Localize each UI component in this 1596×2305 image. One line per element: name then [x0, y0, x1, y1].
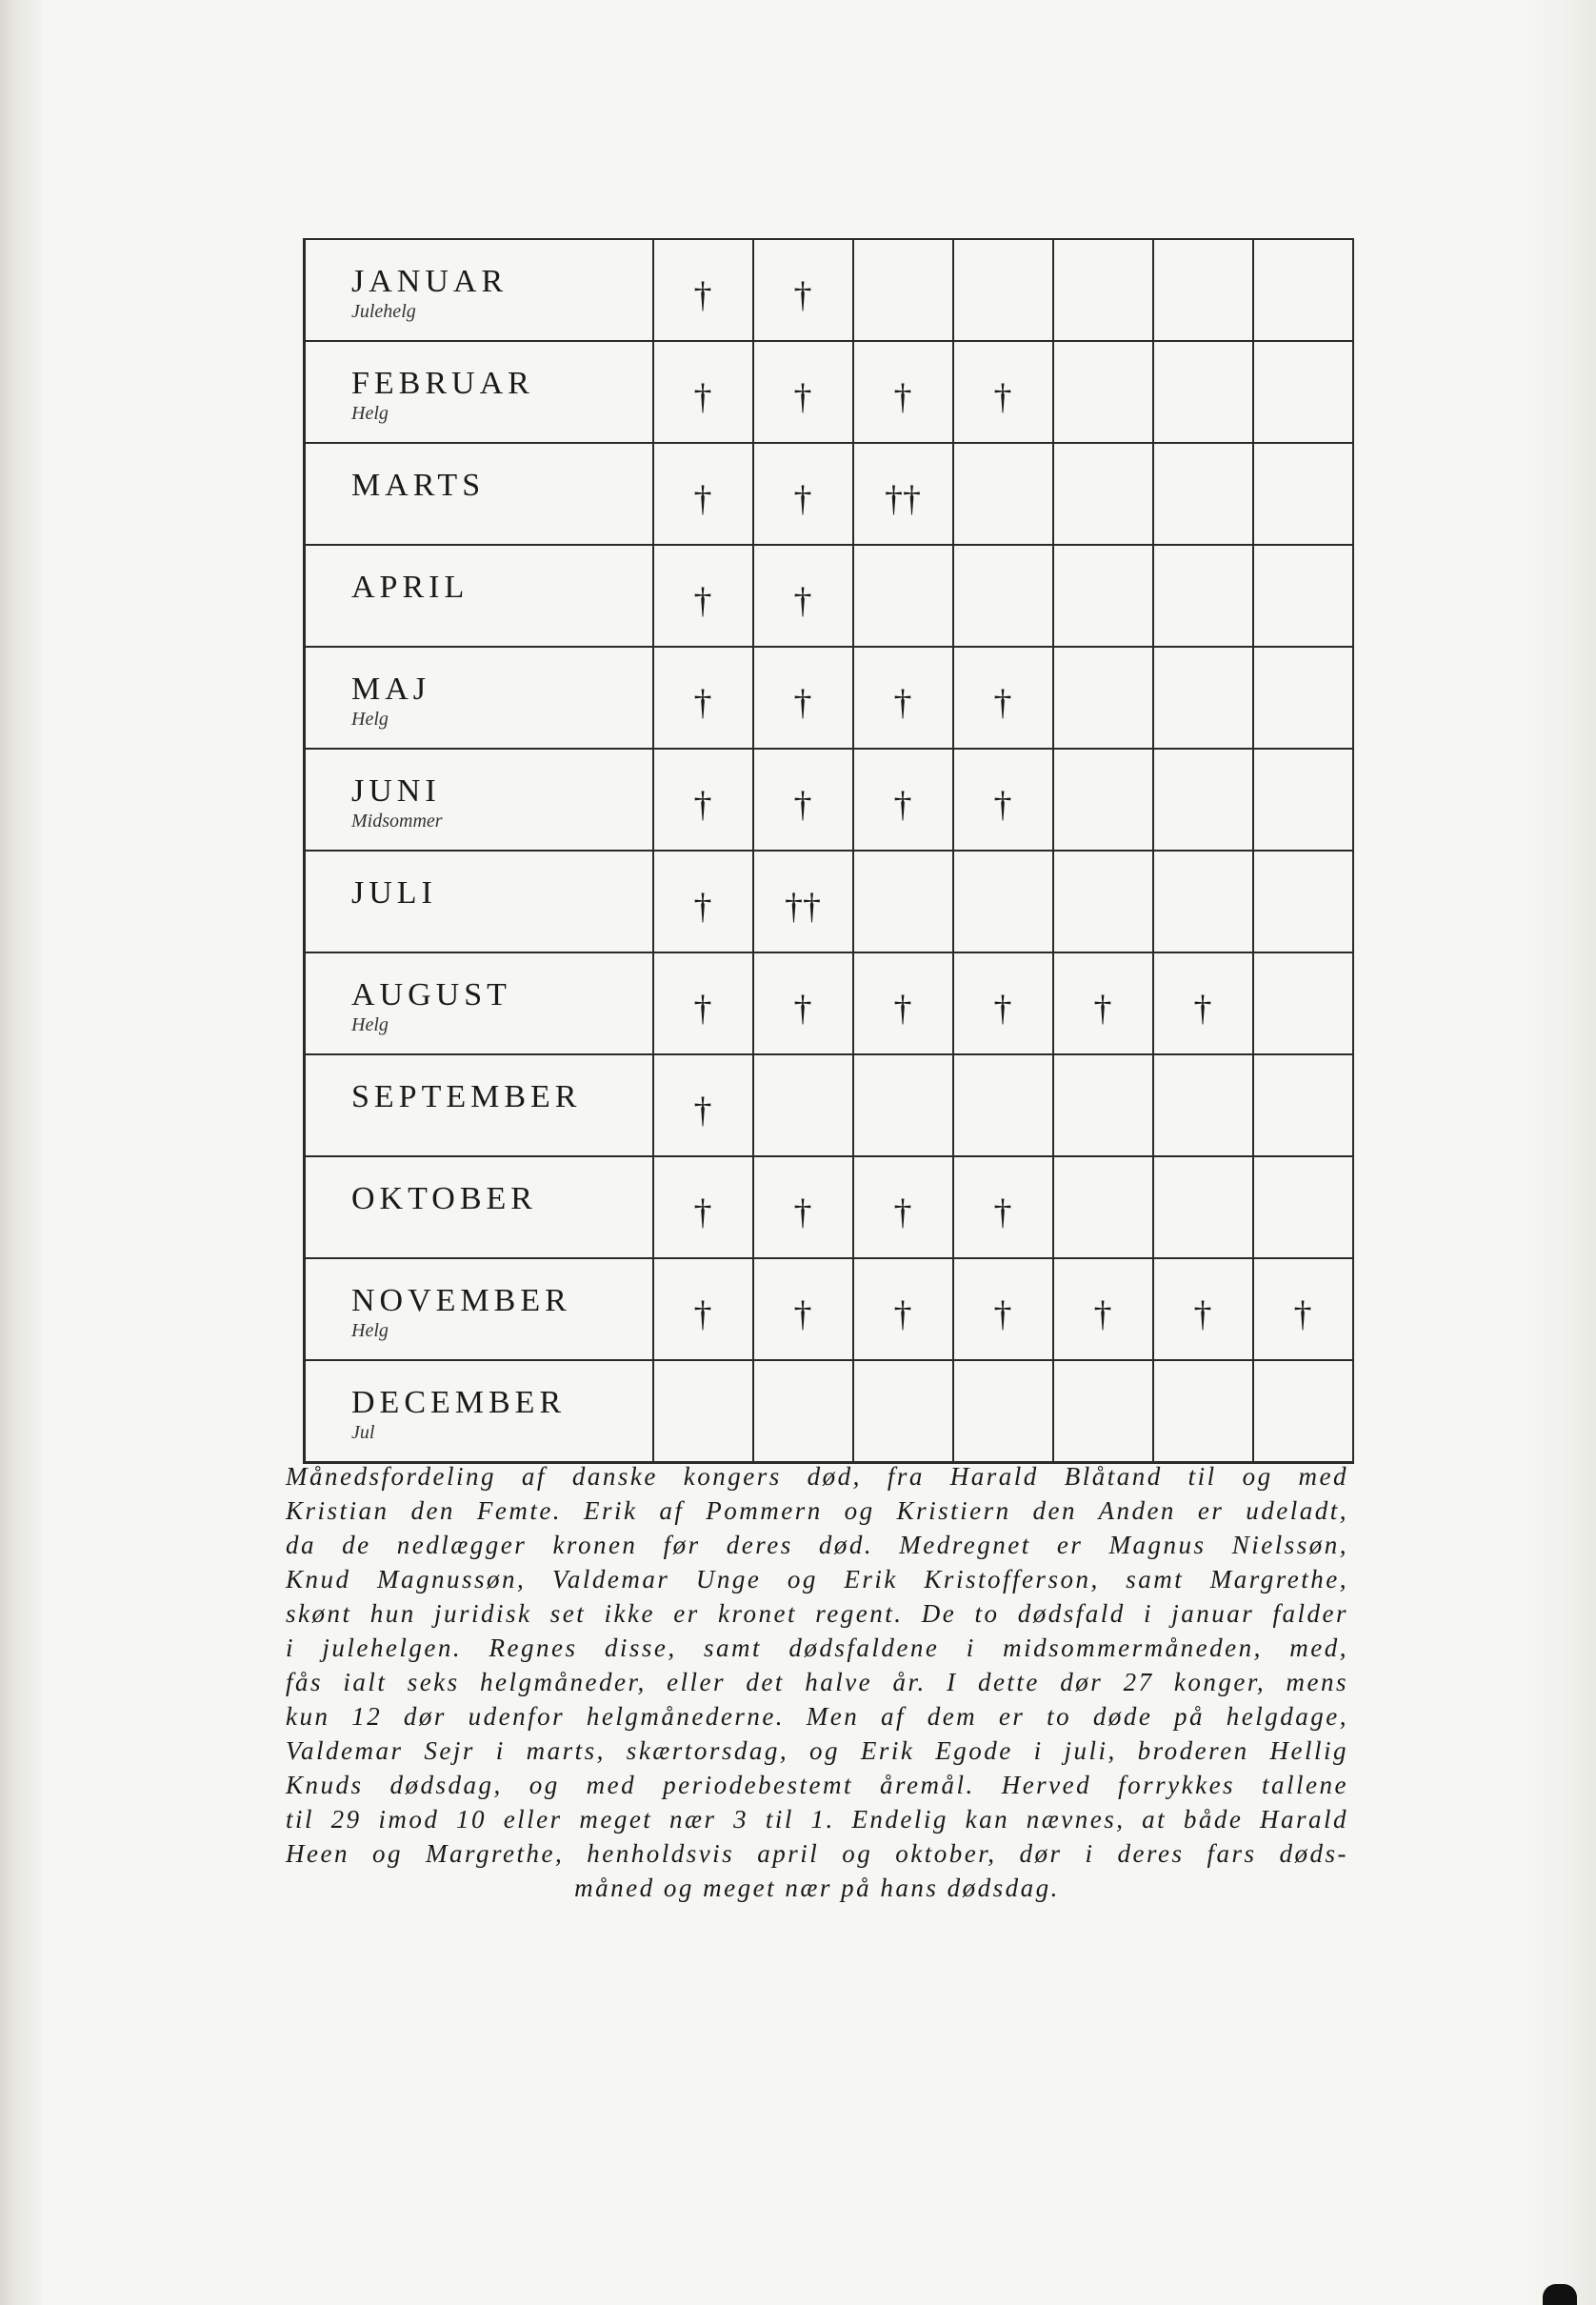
table-row [305, 1258, 1353, 1360]
month-subtitle: Julehelg [351, 300, 416, 322]
month-name: DECEMBER [351, 1384, 567, 1420]
table-body [305, 239, 1353, 1463]
month-name: MAJ [351, 671, 431, 707]
death-cross-cell [1053, 341, 1153, 443]
death-cross-cell: † [753, 545, 853, 647]
month-name: NOVEMBER [351, 1282, 571, 1318]
death-cross-cell: † [853, 1258, 953, 1360]
death-cross-cell [853, 851, 953, 952]
death-cross-cell: † [1253, 1258, 1353, 1360]
death-cross-cell [1253, 1156, 1353, 1258]
death-cross-cell: † [1153, 952, 1253, 1054]
caption-line: kun 12 dør udenfor helgmånederne. Men af dem er to døde på helgdage, [286, 1702, 1348, 1731]
table-row [305, 647, 1353, 749]
month-name: OKTOBER [351, 1180, 537, 1216]
caption-line: i julehelgen. Regnes disse, samt dødsfaldene i midsommermåneden, med, [286, 1634, 1348, 1662]
death-cross-cell [853, 1054, 953, 1156]
death-cross-cell: † [1153, 1258, 1253, 1360]
table-row [305, 1156, 1353, 1258]
table-row [305, 341, 1353, 443]
death-cross-cell: † [1053, 1258, 1153, 1360]
page-right-edge [1520, 0, 1596, 2305]
death-cross-cell [853, 239, 953, 341]
month-name: JUNI [351, 772, 441, 809]
death-cross-cell: † [753, 341, 853, 443]
death-cross-cell: † [753, 239, 853, 341]
caption-line: Månedsfordeling af danske kongers død, fra Harald Blåtand til og med [286, 1462, 1348, 1491]
death-cross-cell [1253, 1360, 1353, 1463]
death-cross-cell: † [953, 749, 1053, 851]
death-cross-cell: † [853, 341, 953, 443]
death-cross-cell: † [653, 341, 753, 443]
death-cross-cell [1053, 749, 1153, 851]
table-row [305, 1054, 1353, 1156]
caption-text [286, 1459, 1348, 1905]
death-cross-cell: † [853, 952, 953, 1054]
death-cross-cell [1253, 545, 1353, 647]
death-cross-cell: † [653, 952, 753, 1054]
death-cross-cell [953, 1360, 1053, 1463]
death-cross-cell [953, 443, 1053, 545]
month-subtitle [351, 505, 652, 526]
death-cross-cell [1153, 647, 1253, 749]
death-cross-cell [1153, 1360, 1253, 1463]
month-name: MARTS [351, 467, 486, 503]
caption-line: fås ialt seks helgmåneder, eller det halve år. I dette dør 27 konger, mens [286, 1668, 1348, 1696]
month-cell [305, 1258, 653, 1360]
month-cell [305, 1054, 653, 1156]
death-cross-cell [1253, 647, 1353, 749]
death-cross-cell: † [953, 952, 1053, 1054]
death-cross-cell [1153, 749, 1253, 851]
death-cross-cell [1253, 851, 1353, 952]
month-subtitle [351, 1116, 652, 1137]
death-cross-cell [1053, 1054, 1153, 1156]
caption-line: måned og meget nær på hans dødsdag. [574, 1874, 1060, 1902]
death-cross-cell: † [653, 1258, 753, 1360]
month-cell [305, 239, 653, 341]
death-cross-cell: † [753, 1156, 853, 1258]
death-cross-cell [1053, 239, 1153, 341]
death-cross-cell [1053, 1360, 1153, 1463]
death-cross-cell: † [953, 1258, 1053, 1360]
death-cross-cell: † [753, 443, 853, 545]
table-row [305, 851, 1353, 952]
death-cross-cell [1053, 851, 1153, 952]
death-cross-cell [1153, 851, 1253, 952]
table-row [305, 443, 1353, 545]
caption-line: Heen og Margrethe, henholdsvis april og oktober, dør i deres fars døds- [286, 1839, 1348, 1868]
death-cross-cell [1253, 749, 1353, 851]
death-cross-cell: † [753, 647, 853, 749]
month-cell [305, 647, 653, 749]
monthly-deaths-table [303, 238, 1354, 1464]
death-cross-cell: † [653, 1054, 753, 1156]
death-cross-cell: † [753, 1258, 853, 1360]
month-cell [305, 1156, 653, 1258]
death-cross-cell: † [953, 647, 1053, 749]
month-cell [305, 1360, 653, 1463]
caption-line: da de nedlægger kronen før deres død. Medregnet er Magnus Nielssøn, [286, 1531, 1348, 1559]
death-cross-cell [1153, 1156, 1253, 1258]
death-cross-cell: † [653, 239, 753, 341]
death-cross-cell [653, 1360, 753, 1463]
month-name: JANUAR [351, 263, 509, 299]
table-row [305, 1360, 1353, 1463]
caption-line: skønt hun juridisk set ikke er kronet regent. De to dødsfald i januar falder [286, 1599, 1348, 1628]
death-cross-cell [753, 1054, 853, 1156]
death-cross-cell [1153, 545, 1253, 647]
month-name: JULI [351, 874, 437, 911]
death-cross-cell: † [953, 341, 1053, 443]
death-cross-cell [1253, 1054, 1353, 1156]
month-cell [305, 443, 653, 545]
death-cross-cell: † [753, 952, 853, 1054]
caption-line: til 29 imod 10 eller meget nær 3 til 1. Endelig kan nævnes, at både Harald [286, 1805, 1348, 1834]
death-cross-cell: † [653, 749, 753, 851]
death-cross-cell [853, 545, 953, 647]
death-cross-cell [1153, 1054, 1253, 1156]
table-row [305, 952, 1353, 1054]
death-cross-cell: † [653, 443, 753, 545]
death-cross-cell [1053, 647, 1153, 749]
caption-line: Knuds dødsdag, og med periodebestemt åremål. Herved forrykkes tallene [286, 1771, 1348, 1799]
month-subtitle: Helg [351, 708, 389, 730]
month-subtitle: Midsommer [351, 810, 443, 832]
death-cross-cell: † [953, 1156, 1053, 1258]
month-subtitle: Helg [351, 1319, 389, 1341]
death-cross-cell: † [853, 647, 953, 749]
death-cross-cell [1153, 239, 1253, 341]
death-cross-cell: † [753, 749, 853, 851]
month-subtitle [351, 607, 652, 628]
month-cell [305, 341, 653, 443]
death-cross-cell: †† [853, 443, 953, 545]
death-cross-cell [1153, 341, 1253, 443]
table-row [305, 545, 1353, 647]
death-cross-cell [1253, 443, 1353, 545]
death-cross-cell [953, 545, 1053, 647]
death-cross-cell: † [653, 1156, 753, 1258]
month-name: FEBRUAR [351, 365, 534, 401]
month-subtitle: Helg [351, 402, 389, 424]
table-row [305, 749, 1353, 851]
month-cell [305, 952, 653, 1054]
caption-line: Knud Magnussøn, Valdemar Unge og Erik Kristofferson, samt Margrethe, [286, 1565, 1348, 1593]
death-cross-cell [953, 1054, 1053, 1156]
month-name: APRIL [351, 569, 469, 605]
death-cross-cell [1253, 952, 1353, 1054]
death-cross-cell: † [653, 545, 753, 647]
table-row [305, 239, 1353, 341]
corner-mark [1543, 2284, 1577, 2305]
death-cross-cell: † [853, 1156, 953, 1258]
month-subtitle [351, 912, 652, 933]
death-cross-cell: † [853, 749, 953, 851]
death-cross-cell [953, 851, 1053, 952]
death-cross-cell [1153, 443, 1253, 545]
caption-line: Kristian den Femte. Erik af Pommern og Kristiern den Anden er udeladt, [286, 1496, 1348, 1525]
month-subtitle: Jul [351, 1421, 375, 1443]
death-cross-cell [753, 1360, 853, 1463]
death-cross-cell [1053, 545, 1153, 647]
month-subtitle [351, 1218, 652, 1239]
death-cross-cell [953, 239, 1053, 341]
month-cell [305, 749, 653, 851]
month-subtitle: Helg [351, 1013, 389, 1035]
death-cross-cell [1253, 239, 1353, 341]
book-binding-edge [0, 0, 42, 2305]
death-cross-cell [1253, 341, 1353, 443]
death-cross-cell [1053, 1156, 1153, 1258]
month-name: AUGUST [351, 976, 511, 1012]
death-cross-cell: † [653, 647, 753, 749]
caption-line: Valdemar Sejr i marts, skærtorsdag, og Erik Egode i juli, broderen Hellig [286, 1736, 1348, 1765]
death-cross-cell [853, 1360, 953, 1463]
death-cross-cell [1053, 443, 1153, 545]
death-cross-cell: †† [753, 851, 853, 952]
death-cross-cell: † [1053, 952, 1153, 1054]
month-cell [305, 545, 653, 647]
death-cross-cell: † [653, 851, 753, 952]
month-cell [305, 851, 653, 952]
month-name: SEPTEMBER [351, 1078, 582, 1114]
